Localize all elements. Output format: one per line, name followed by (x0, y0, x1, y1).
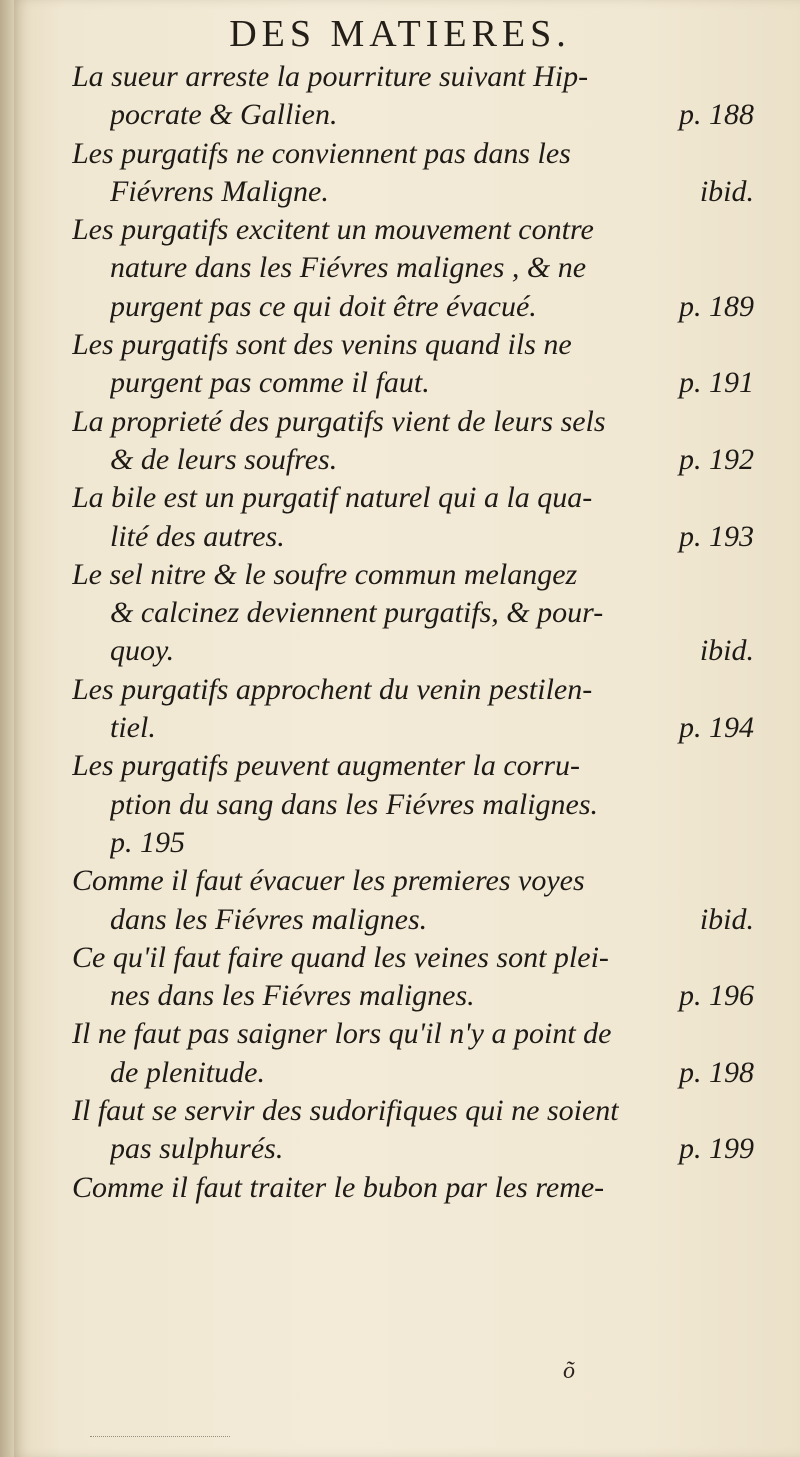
entry-line (72, 326, 754, 364)
entry-line (72, 556, 754, 594)
index-entry (72, 939, 754, 1016)
entry-line (72, 671, 754, 709)
page-reference: p. 191 (679, 366, 754, 400)
entry-text: tiel. (110, 711, 156, 745)
index-entry (72, 326, 754, 403)
entry-text: La sueur arreste la pourriture suivant Hip- (72, 60, 589, 93)
entry-text: Les purgatifs excitent un mouvement contre (72, 213, 594, 247)
page-header: DES MATIERES. (229, 13, 571, 55)
entry-text: Il ne faut pas saigner lors qu'il n'y a point de (72, 1017, 612, 1051)
page-reference: p. 198 (679, 1055, 754, 1089)
index-entry (72, 1092, 754, 1169)
entry-text: nes dans les Fiévres malignes. (110, 979, 475, 1013)
page-reference: p. 194 (679, 711, 754, 745)
entry-text: & de leurs soufres. (110, 442, 338, 476)
entry-line (72, 747, 754, 785)
index-entry (72, 862, 754, 939)
entry-line (72, 441, 754, 479)
entry-text: Le sel nitre & le soufre commun melangez (72, 557, 578, 591)
entry-text: ption du sang dans les Fiévres malignes. (110, 787, 599, 821)
page-reference: p. 193 (679, 519, 754, 553)
index-entry (72, 135, 754, 212)
entry-text: dans les Fiévres malignes. (110, 902, 428, 936)
entry-line (72, 364, 754, 402)
entry-text: Comme il faut évacuer les premieres voyes (72, 864, 585, 898)
page-reference: ibid. (699, 634, 754, 668)
index-entry (72, 556, 754, 671)
index-entry (72, 403, 754, 480)
entry-line (72, 135, 754, 173)
entry-text: Les purgatifs peuvent augmenter la corru- (72, 749, 580, 783)
entry-line (72, 901, 754, 939)
index-entry (72, 211, 754, 326)
entry-text: Comme il faut traiter le bubon par les reme- (72, 1170, 605, 1204)
page-reference: p. 188 (679, 98, 754, 132)
entry-text: purgent pas comme il faut. (110, 366, 430, 400)
entry-line (72, 977, 754, 1015)
entry-line (72, 479, 754, 517)
entry-line (72, 1015, 754, 1053)
index-entry (72, 747, 754, 862)
entry-text: Les purgatifs approchent du venin pestilen- (72, 672, 593, 706)
entry-text: pocrate & Gallien. (110, 98, 338, 132)
entry-line (72, 1130, 754, 1168)
entry-text: pas sulphurés. (110, 1132, 284, 1166)
entry-line (72, 786, 754, 824)
entry-line (72, 211, 754, 249)
entry-text: Fiévrens Maligne. (110, 174, 329, 208)
entry-text: La proprieté des purgatifs vient de leurs sels (72, 404, 606, 438)
index-entry (72, 1015, 754, 1092)
index-entry (72, 479, 754, 556)
index-entries (72, 58, 754, 1207)
entry-line (72, 1169, 754, 1207)
entry-line (72, 594, 754, 632)
entry-line (72, 173, 754, 211)
entry-line (72, 1054, 754, 1092)
index-entry (72, 1169, 754, 1207)
entry-line (72, 824, 754, 862)
entry-text: purgent pas ce qui doit être évacué. (110, 289, 537, 323)
entry-line (72, 1092, 754, 1130)
entry-line (72, 709, 754, 747)
entry-text: lité des autres. (110, 519, 285, 553)
catchword: õ (563, 1358, 575, 1384)
entry-text: p. 195 (110, 825, 185, 859)
page-reference: ibid. (699, 174, 754, 208)
entry-text: & calcinez deviennent purgatifs, & pour- (110, 596, 604, 630)
page-reference: p. 189 (679, 289, 754, 323)
entry-text: de plenitude. (110, 1055, 265, 1089)
page-reference: p. 192 (679, 442, 754, 476)
entry-text: La bile est un purgatif naturel qui a la qua- (72, 481, 593, 515)
index-entry (72, 58, 754, 135)
page-reference: p. 196 (679, 979, 754, 1013)
entry-line (72, 632, 754, 670)
entry-text: Les purgatifs ne conviennent pas dans les (72, 136, 571, 170)
index-entry (72, 671, 754, 748)
entry-line (72, 96, 754, 134)
entry-line (72, 288, 754, 326)
entry-line (72, 939, 754, 977)
page-reference: ibid. (699, 902, 754, 936)
entry-line (72, 58, 754, 96)
entry-text: Il faut se servir des sudorifiques qui ne soient (72, 1094, 619, 1128)
entry-text: nature dans les Fiévres malignes , & ne (110, 251, 587, 285)
entry-text: quoy. (110, 634, 175, 668)
entry-line (72, 249, 754, 287)
entry-text: Les purgatifs sont des venins quand ils ne (72, 328, 572, 362)
entry-text: Ce qu'il faut faire quand les veines sont plei- (72, 940, 609, 974)
margin-mark (90, 1436, 230, 1443)
page-reference: p. 199 (679, 1132, 754, 1166)
entry-line (72, 518, 754, 556)
entry-line (72, 403, 754, 441)
entry-line (72, 862, 754, 900)
